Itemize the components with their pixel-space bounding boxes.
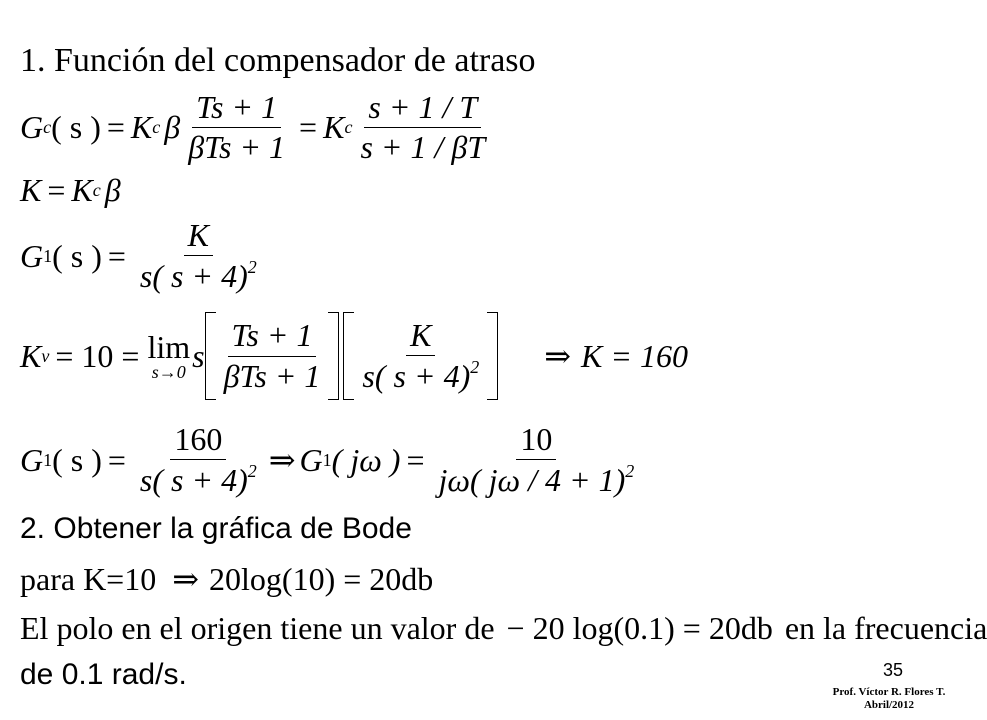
- bracket-left-icon: [205, 312, 216, 400]
- eq1-g-sub: c: [43, 117, 52, 138]
- eq4-bracket1: [205, 312, 340, 400]
- eq4-num2: K: [406, 318, 435, 356]
- eq1-den1: βTs + 1: [188, 129, 286, 166]
- eq3-arg: ( s ): [52, 237, 102, 274]
- eq4-frac2: [358, 318, 483, 394]
- eq5-den2-exp: 2: [625, 461, 635, 482]
- polo-post: en la frecuencia: [784, 610, 987, 646]
- eq5-den2-text: jω( jω / 4 + 1): [438, 462, 626, 499]
- eq1-k2-sub: c: [344, 117, 353, 138]
- eq4-den2-exp: 2: [470, 357, 480, 377]
- eq5-den2: [435, 460, 639, 498]
- eq5-g2-sub: 1: [322, 449, 332, 470]
- equation-kv: [20, 312, 688, 400]
- eq4-bracket2: [343, 312, 498, 400]
- eq1-g: G: [20, 109, 44, 146]
- eq2-kc-sub: c: [92, 180, 101, 200]
- eq5-eq: =: [107, 441, 126, 478]
- eq4-result: K = 160: [581, 337, 688, 374]
- eq4-den2-text: s( s + 4): [362, 358, 471, 394]
- eq1-eq2: =: [299, 109, 318, 146]
- eq2-eq: =: [47, 172, 66, 208]
- eq1-k2: K: [323, 109, 345, 146]
- polo-pre: El polo en el origen tiene un valor de: [20, 610, 495, 646]
- footer-credit: [822, 686, 956, 711]
- bracket-right-icon: [487, 312, 498, 400]
- eq4-lim-sub: s→0: [151, 362, 186, 382]
- eq2-k: K: [20, 172, 42, 208]
- implies-icon: ⇒: [172, 561, 200, 597]
- para-text: para K=10: [20, 560, 157, 597]
- eq1-k: K: [130, 109, 153, 146]
- eq5-g-sub: 1: [43, 449, 53, 470]
- eq1-num1: Ts + 1: [192, 90, 281, 128]
- eq1-eq: =: [106, 109, 125, 146]
- equation-g1: [20, 218, 265, 294]
- footer-author: Prof. Víctor R. Flores T.: [832, 686, 946, 698]
- para-math: 20log(10) = 20db: [209, 560, 434, 597]
- equation-gc: [20, 90, 493, 165]
- polo-math: − 20 log(0.1) = 20db: [506, 610, 773, 646]
- eq1-frac2: [356, 90, 489, 165]
- eq2-kc: K: [71, 172, 93, 208]
- eq4-s: s: [192, 337, 205, 374]
- heading-bode: 2. Obtener la gráfica de Bode: [20, 512, 412, 545]
- line-polo: [20, 610, 987, 647]
- eq3-den: [136, 256, 261, 294]
- implies-icon: ⇒: [268, 442, 296, 479]
- implies-icon: ⇒: [544, 338, 572, 374]
- eq2-beta: β: [104, 172, 121, 208]
- page-number: 35: [883, 660, 904, 680]
- footer-date: Abril/2012: [863, 698, 915, 711]
- eq1-den2: s + 1 / βT: [360, 129, 486, 166]
- eq1-num2: s + 1 / T: [364, 90, 481, 128]
- eq1-beta: β: [164, 109, 181, 146]
- eq1-arg: ( s ): [51, 109, 101, 146]
- eq4-frac1: [220, 318, 325, 393]
- eq4-kv: K: [20, 337, 42, 374]
- eq4-lim: [147, 329, 190, 383]
- eq5-frac1: [136, 422, 261, 498]
- eq5-den1-text: s( s + 4): [139, 462, 248, 499]
- bracket-left-icon: [343, 312, 354, 400]
- eq5-g2: G: [299, 441, 323, 478]
- eq1-k-sub: c: [152, 117, 161, 138]
- bracket-right-icon: [328, 312, 339, 400]
- line-de: de 0.1 rad/s.: [20, 658, 187, 691]
- eq5-eq2: =: [406, 441, 425, 478]
- line-para: [20, 560, 433, 598]
- eq4-lim-text: lim: [147, 329, 191, 365]
- eq4-den1: βTs + 1: [223, 357, 321, 394]
- eq5-g: G: [20, 441, 44, 478]
- eq3-g-sub: 1: [43, 245, 53, 266]
- eq3-den-text: s( s + 4): [139, 258, 248, 295]
- eq4-val: = 10 =: [55, 337, 140, 374]
- eq4-num1: Ts + 1: [228, 318, 317, 356]
- eq3-eq: =: [107, 237, 126, 274]
- eq3-frac: [136, 218, 261, 294]
- eq3-g: G: [20, 237, 44, 274]
- eq4-kv-sub: v: [41, 345, 50, 366]
- eq5-frac2: [435, 422, 639, 498]
- eq3-den-exp: 2: [247, 257, 257, 278]
- eq1-frac1: [184, 90, 289, 165]
- eq5-arg2: ( jω ): [331, 441, 401, 478]
- eq5-den1-exp: 2: [247, 461, 257, 482]
- equation-k: [20, 172, 121, 209]
- eq5-num2: 10: [516, 422, 556, 460]
- eq5-den1: [136, 460, 261, 498]
- eq4-den2: [358, 356, 483, 394]
- eq5-arg: ( s ): [52, 441, 102, 478]
- equation-g1-jw: [20, 422, 642, 498]
- eq5-num1: 160: [170, 422, 226, 460]
- eq3-num: K: [184, 218, 213, 256]
- heading-function: 1. Función del compensador de atraso: [20, 42, 536, 79]
